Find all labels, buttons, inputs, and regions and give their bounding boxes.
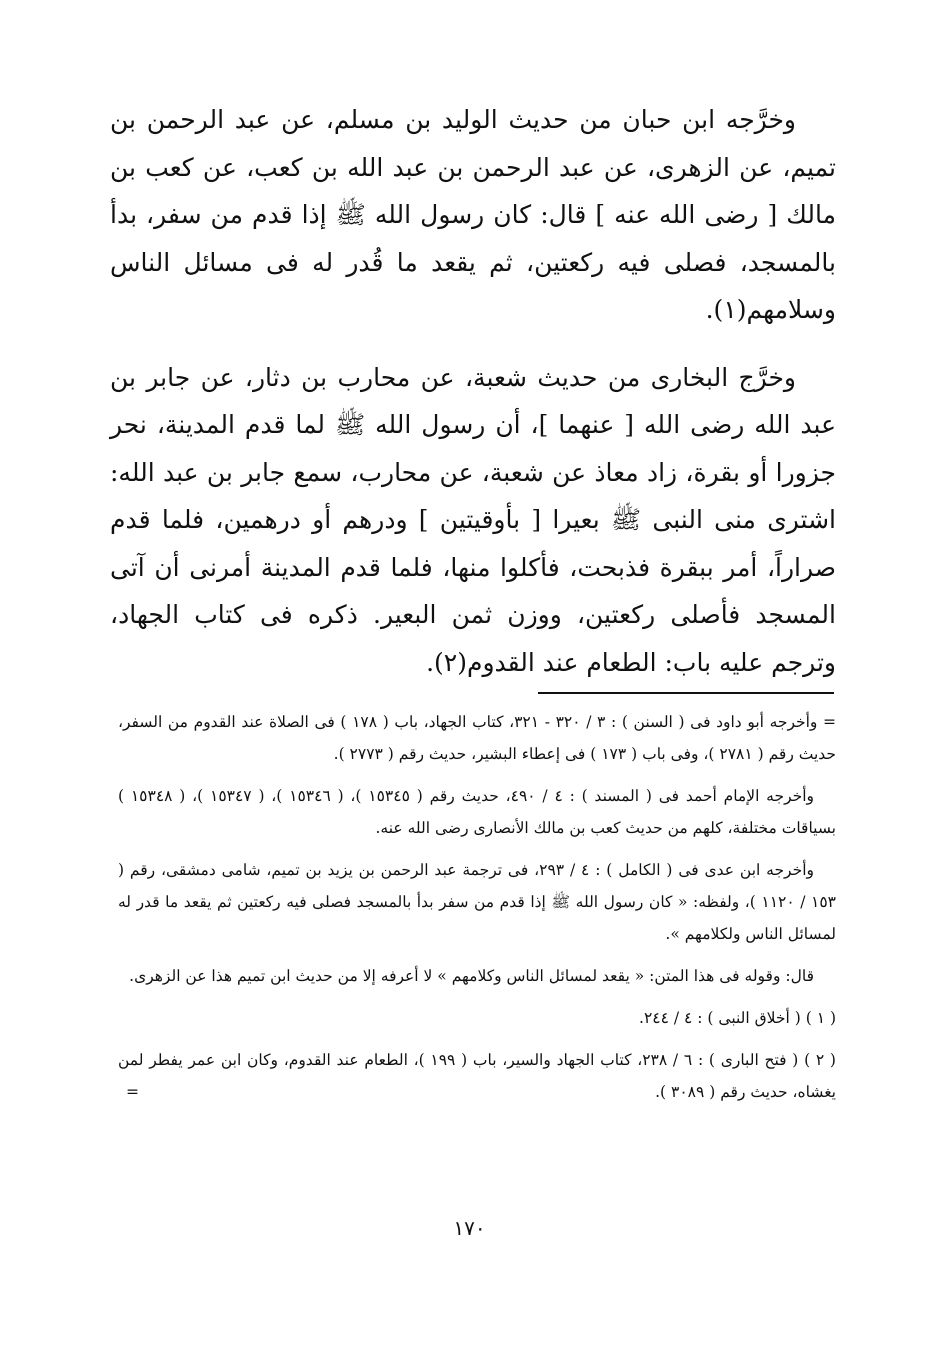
paragraph-2: وخرَّج البخارى من حديث شعبة، عن محارب بن دثار، عن جابر بن عبد الله رضى الله [ عنهما ]، أن رسول الله ﷺ لما قدم المدينة، نحر جزورا أو بقرة، زاد معاذ عن شعبة، عن محارب، سمع جابر بن عبد الله: اشترى منى النبى ﷺ بعيرا [ بأوقيتين ] ودرهم أو درهمين، فلما قدم صراراً، أمر ببقرة فذبحت، فأكلوا منها، فلما قدم المدينة أمرنى أن آتى المسجد فأصلى ركعتين، ووزن ثمن البعير. ذكره فى كتاب الجهاد، وترجم عليه باب: الطعام عند القدوم(٢). [110, 362, 836, 677]
page-number: ١٧٠ [453, 1216, 486, 1240]
footnote-2-wrapper [118, 1044, 836, 1108]
footnote-continuation-ibn-adi: وأخرجه ابن عدى فى ( الكامل ) : ٤ / ٢٩٣، فى ترجمة عبد الرحمن بن يزيد بن تميم، شامى دمشقى، رقم ( ١٥٣ / ١١٢٠ )، ولفظه: « كان رسول الله ﷺ إذا قدم من سفر بدأ بالمسجد فصلى فيه ركعتين ثم يقعد ما قدر له لمسائل الناس ولكلامهم ». [118, 861, 836, 943]
footnote-continuation-abu-dawud: = وأخرجه أبو داود فى ( السنن ) : ٣ / ٣٢٠ - ٣٢١، كتاب الجهاد، باب ( ١٧٨ ) فى الصلاة عند القدوم من السفر، حديث رقم ( ٢٧٨١ )، وفى باب ( ١٧٣ ) فى إعطاء البشير، حديث رقم ( ٢٧٧٣ ). [118, 713, 837, 763]
footnote-continuation-remark: قال: وقوله فى هذا المتن: « يقعد لمسائل الناس وكلامهم » لا أعرفه إلا من حديث ابن تميم هذا عن الزهرى. [129, 967, 814, 985]
paragraph-1: وخرَّجه ابن حبان من حديث الوليد بن مسلم، عن عبد الرحمن بن تميم، عن الزهرى، عن عبد الرحمن بن عبد الله بن كعب، عن كعب بن مالك [ رضى الله عنه ] قال: كان رسول الله ﷺ إذا قدم من سفر، بدأ بالمسجد، فصلى فيه ركعتين، ثم يقعد ما قُدر له فى مسائل الناس وسلامهم(١). [110, 105, 836, 324]
main-text [110, 96, 836, 686]
footnote-1: ( ١ ) ( أخلاق النبى ) : ٤ / ٢٤٤. [639, 1009, 836, 1027]
footnote-2: ( ٢ ) ( فتح البارى ) : ٦ / ٢٣٨، كتاب الجهاد والسير، باب ( ١٩٩ )، الطعام عند القدوم، وكان ابن عمر يفطر لمن يغشاه، حديث رقم ( ٣٠٨٩ ). [118, 1051, 836, 1101]
footnote-separator [538, 692, 834, 694]
footnotes [118, 706, 836, 1118]
footnote-continuation-ahmad: وأخرجه الإمام أحمد فى ( المسند ) : ٤ / ٤٩٠، حديث رقم ( ١٥٣٤٥ )، ( ١٥٣٤٦ )، ( ١٥٣٤٧ )، ( ١٥٣٤٨ ) بسياقات مختلفة، كلهم من حديث كعب بن مالك الأنصارى رضى الله عنه. [118, 787, 836, 837]
continues-mark: = [126, 1083, 139, 1101]
